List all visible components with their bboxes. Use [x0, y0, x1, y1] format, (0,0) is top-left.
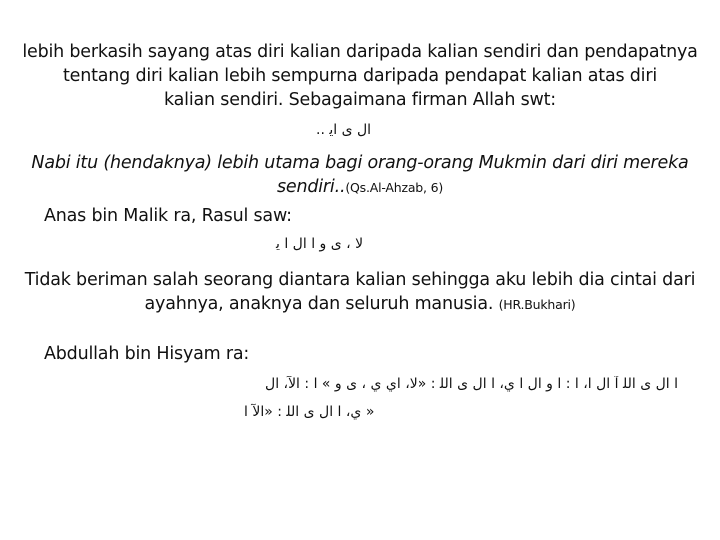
verse-translation-line-1: Nabi itu (hendaknya) lebih utama bagi orang-orang Mukmin dari diri mereka — [31, 153, 689, 173]
intro-line-3: kalian sendiri. Sebagaimana firman Allah swt: — [164, 90, 556, 110]
hadith1-reference: (HR.Bukhari) — [498, 297, 576, 312]
hadith1-arabic: ﻻ ، ﻯ ﻭ ﺍ ﺍﻝ ﺍ ﻳ — [276, 236, 364, 252]
intro-line-1: lebih berkasih sayang atas diri kalian daripada kalian sendiri dan pendapatnya — [22, 42, 698, 62]
hadith1-translation-line-2 — [0, 294, 720, 314]
verse-reference: (Qs.Al-Ahzab, 6) — [345, 180, 443, 195]
hadith2-arabic-line-2: ﻱ، ﺍ ﺍﻝ ﻯ ﺍﻟﻠ : «ﺍﻵ ﺍ » — [244, 404, 375, 420]
verse-arabic: .. ﺍﻝ ﻯ ﺍﻳ — [316, 122, 372, 138]
hadith1-translation-text: ayahnya, anaknya dan seluruh manusia. — [144, 294, 494, 314]
verse-translation-text: sendiri.. — [276, 177, 346, 197]
hadith2-arabic-line-1: ﺍ ﺍﻝ ﻯ ﺍﻟﻠ ﺁ ﺍﻝ ﺍ، ﺍ : ﺍ ﻭ ﺍﻝ ﺍ ﻱ، ﺍ ﺍﻝ ﻯ ﺍﻟﻠ : «ﻻ، ﺍﻱ ﻱ ، ﻯ ﻭ » ﺍ : ﺍﻵ، ﺍﻝ — [265, 376, 678, 392]
hadith2-intro: Abdullah bin Hisyam ra: — [44, 344, 250, 364]
hadith1-intro: Anas bin Malik ra, Rasul saw: — [44, 206, 292, 226]
intro-line-2: tentang diri kalian lebih sempurna daripada pendapat kalian atas diri — [62, 66, 657, 86]
hadith1-translation-line-1: Tidak beriman salah seorang diantara kalian sehingga aku lebih dia cintai dari — [24, 270, 696, 290]
verse-translation-line-2 — [0, 177, 720, 197]
